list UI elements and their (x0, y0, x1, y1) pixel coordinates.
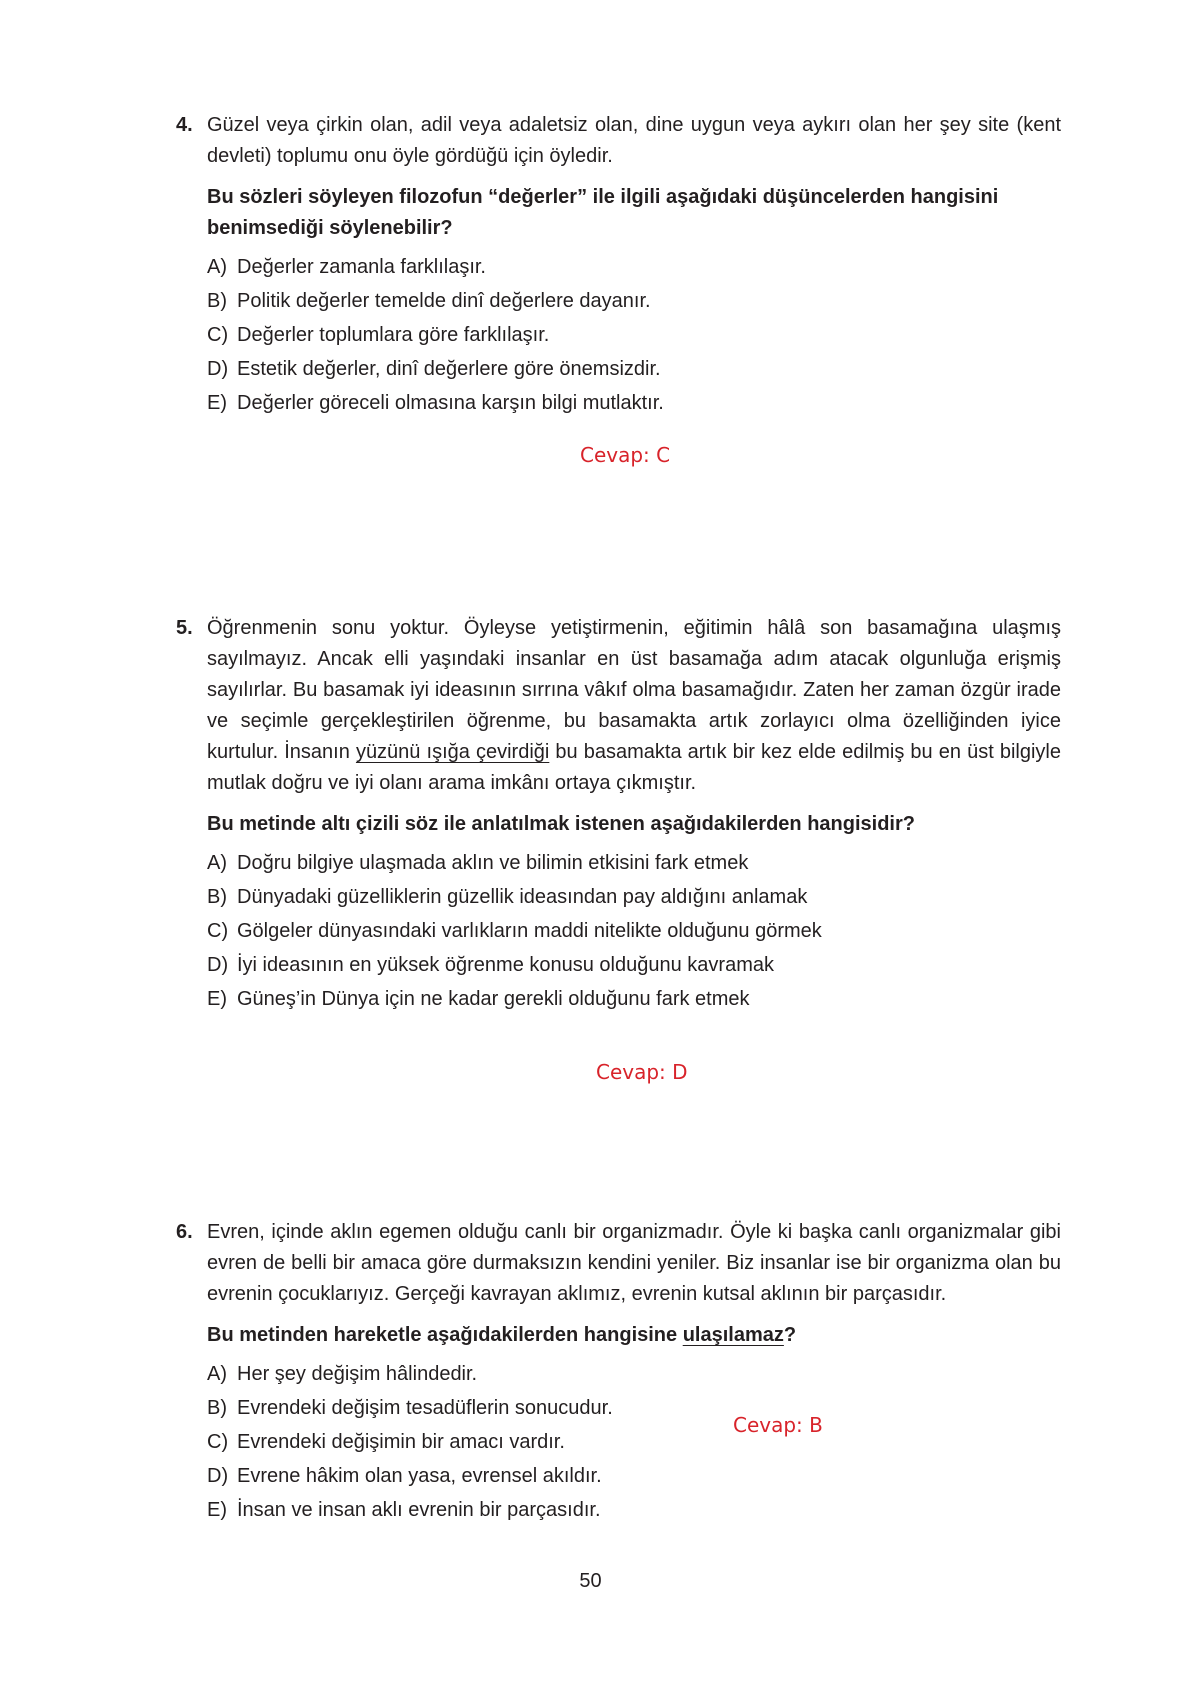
option-c (207, 318, 1061, 352)
answer-label: Cevap: D (596, 1060, 688, 1084)
option-text: Estetik değerler, dinî değerlere göre önemsizdir. (237, 358, 661, 380)
answer-label: Cevap: B (733, 1413, 823, 1437)
option-text: İnsan ve insan aklı evrenin bir parçasıdır. (237, 1499, 601, 1521)
option-c (207, 1425, 1061, 1459)
prompt-text: ? (783, 1324, 797, 1346)
option-text: Dünyadaki güzelliklerin güzellik ideasından pay aldığını anlamak (237, 886, 808, 908)
option-d (207, 352, 1061, 386)
option-b (207, 880, 1061, 914)
option-text: Evrene hâkim olan yasa, evrensel akıldır. (237, 1465, 602, 1487)
option-letter: D) (207, 954, 229, 976)
question-stem (207, 613, 1061, 799)
question-prompt: Bu metinde altı çizili söz ile anlatılmak istenen aşağıdakilerden hangisidir? (207, 813, 915, 835)
option-text: Değerler toplumlara göre farklılaşır. (237, 324, 550, 346)
underlined-word: ulaşılamaz (682, 1324, 784, 1346)
question-number: 5. (176, 617, 193, 639)
option-a (207, 1357, 1061, 1391)
option-list (207, 250, 1061, 420)
option-text: Gölgeler dünyasındaki varlıkların maddi nitelikte olduğunu görmek (237, 920, 822, 942)
question-number: 6. (176, 1221, 193, 1243)
option-letter: B) (207, 290, 227, 312)
option-text: Güneş’in Dünya için ne kadar gerekli olduğunu fark etmek (237, 988, 750, 1010)
option-letter: D) (207, 1465, 229, 1487)
option-list (207, 846, 1061, 1016)
option-letter: A) (207, 852, 227, 874)
option-text: Politik değerler temelde dinî değerlere dayanır. (237, 290, 651, 312)
option-e (207, 386, 1061, 420)
option-c (207, 914, 1061, 948)
option-letter: B) (207, 886, 227, 908)
option-letter: E) (207, 1499, 227, 1521)
option-letter: B) (207, 1397, 227, 1419)
option-text: İyi ideasının en yüksek öğrenme konusu olduğunu kavramak (237, 954, 774, 976)
option-list (207, 1357, 1061, 1527)
option-text: Doğru bilgiye ulaşmada aklın ve bilimin etkisini fark etmek (237, 852, 749, 874)
answer-label: Cevap: C (580, 443, 671, 467)
option-b (207, 284, 1061, 318)
question-6 (176, 1217, 1061, 1527)
option-letter: C) (207, 920, 229, 942)
option-text: Her şey değişim hâlindedir. (237, 1363, 478, 1385)
option-d (207, 948, 1061, 982)
option-letter: D) (207, 358, 229, 380)
question-stem: Güzel veya çirkin olan, adil veya adaletsiz olan, dine uygun veya aykırı olan her şey site (kent devleti) toplumu onu öyle gördüğü için öyledir. (207, 114, 1061, 167)
option-a (207, 846, 1061, 880)
option-letter: C) (207, 1431, 229, 1453)
stem-text: bu basamakta artık bir kez elde edilmiş bu en üst bilgiyle mutlak doğru ve iyi olanı arama imkânı ortaya çıkmıştır. (207, 741, 1061, 794)
question-stem: Evren, içinde aklın egemen olduğu canlı bir organizmadır. Öyle ki başka canlı organizmalar gibi evren de belli bir amaca göre durmaksızın kendini yeniler. Biz insanlar ise bir organizma olan bu evrenin çocuklarıyız. Gerçeği kavrayan aklımız, evrenin kutsal aklının bir parçasıdır. (207, 1221, 1061, 1305)
option-text: Değerler zamanla farklılaşır. (237, 256, 486, 278)
question-prompt (207, 1320, 1061, 1351)
option-letter: A) (207, 256, 227, 278)
stem-text: Öğrenmenin sonu yoktur. Öyleyse yetiştirmenin, eğitimin hâlâ son basamağına ulaşmış sayılmayız. Ancak elli yaşındaki insanlar en üst basamağa adım atacak olgunluğa erişmiş sayılırlar. Bu basamak iyi ideasının sırrına vâkıf olma basamağıdır. Zaten her zaman özgür irade ve seçimle gerçekleştirilen öğrenme, bu basamakta artık zorlayıcı olma özelliğinden iyice kurtulur. İnsanın (207, 617, 1061, 763)
page-number: 50 (579, 1570, 602, 1592)
question-number: 4. (176, 114, 193, 136)
option-e (207, 1493, 1061, 1527)
underlined-phrase: yüzünü ışığa çevirdiği (355, 741, 550, 763)
option-letter: E) (207, 392, 227, 414)
option-text: Değerler göreceli olmasına karşın bilgi mutlaktır. (237, 392, 664, 414)
question-4 (176, 110, 1061, 420)
option-a (207, 250, 1061, 284)
option-b (207, 1391, 1061, 1425)
option-letter: A) (207, 1363, 227, 1385)
option-letter: E) (207, 988, 227, 1010)
option-e (207, 982, 1061, 1016)
prompt-text: Bu metinden hareketle aşağıdakilerden hangisine (207, 1324, 683, 1346)
option-d (207, 1459, 1061, 1493)
option-text: Evrendeki değişimin bir amacı vardır. (237, 1431, 565, 1453)
question-prompt: Bu sözleri söyleyen filozofun “değerler” ile ilgili aşağıdaki düşüncelerden hangisini benimsediği söylenebilir? (207, 186, 999, 239)
question-5 (176, 613, 1061, 1016)
option-letter: C) (207, 324, 229, 346)
option-text: Evrendeki değişim tesadüflerin sonucudur. (237, 1397, 613, 1419)
